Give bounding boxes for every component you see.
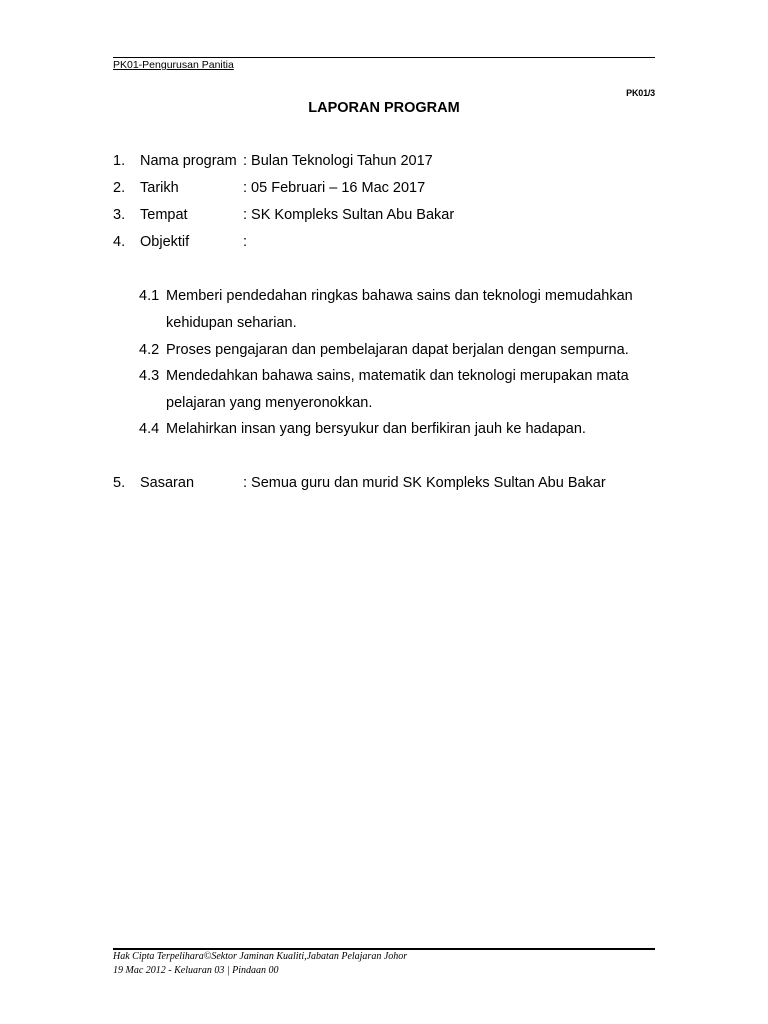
field-number: 1. <box>113 153 126 169</box>
objective-text: Mendedahkan bahawa sains, matematik dan teknologi merupakan mata <box>166 368 629 384</box>
objective-text: Memberi pendedahan ringkas bahawa sains dan teknologi memudahkan <box>166 288 633 304</box>
field-label: Sasaran <box>140 475 195 491</box>
objective-text: Proses pengajaran dan pembelajaran dapat berjalan dengan sempurna. <box>166 342 629 358</box>
field-number: 3. <box>113 207 126 223</box>
field-number: 5. <box>113 475 126 491</box>
objective-number: 4.3 <box>139 368 160 384</box>
objective-number: 4.1 <box>139 288 160 304</box>
header-rule <box>113 57 655 58</box>
field-label: Objektif <box>140 234 190 250</box>
form-code: PK01/3 <box>626 88 655 98</box>
field-label: Nama program <box>140 153 237 169</box>
objective-text: Melahirkan insan yang bersyukur dan berfikiran jauh ke hadapan. <box>166 421 586 437</box>
footer-rule <box>113 948 655 950</box>
field-value: : Semua guru dan murid SK Kompleks Sultan Abu Bakar <box>243 475 606 491</box>
field-value: : 05 Februari – 16 Mac 2017 <box>243 180 426 196</box>
field-value: : SK Kompleks Sultan Abu Bakar <box>243 207 455 223</box>
field-value: : <box>243 234 248 250</box>
field-number: 2. <box>113 180 126 196</box>
objective-number: 4.4 <box>139 421 160 437</box>
header-section: PK01-Pengurusan Panitia <box>113 59 234 71</box>
field-label: Tarikh <box>140 180 179 196</box>
objective-text: pelajaran yang menyeronokkan. <box>166 395 373 411</box>
page-title: LAPORAN PROGRAM <box>308 100 460 116</box>
footer-copyright: Hak Cipta Terpelihara©Sektor Jaminan Kualiti,Jabatan Pelajaran Johor <box>113 951 408 962</box>
objective-text: kehidupan seharian. <box>166 315 297 331</box>
footer-revision: 19 Mac 2012 - Keluaran 03 | Pindaan 00 <box>113 965 279 976</box>
field-label: Tempat <box>140 207 188 223</box>
field-value: : Bulan Teknologi Tahun 2017 <box>243 153 433 169</box>
objective-number: 4.2 <box>139 342 160 358</box>
field-number: 4. <box>113 234 126 250</box>
